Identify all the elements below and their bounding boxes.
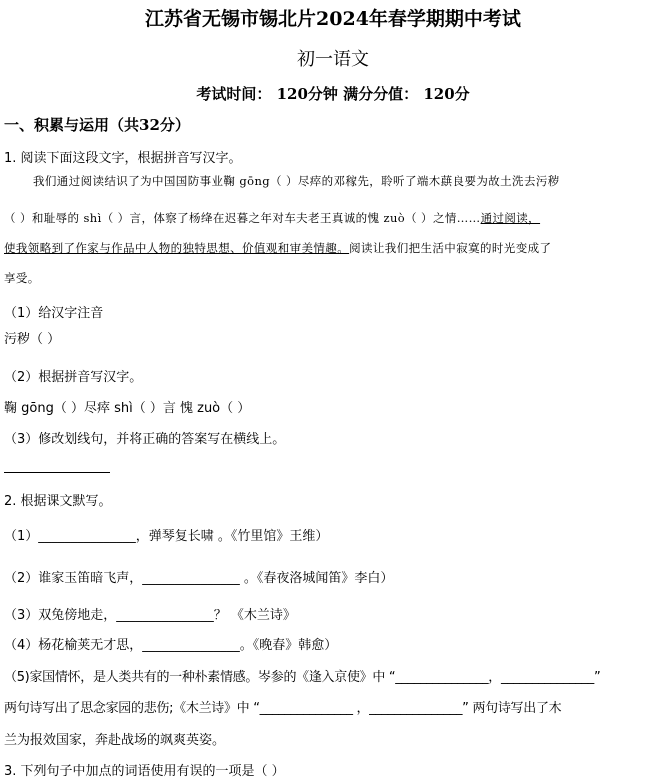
passage-line-2 [4,210,540,226]
q1-stem: 1. 阅读下面这段文字，根据拼音写汉字。 [4,151,242,166]
q1-part2-item: 鞠 gōng（ ）尽瘁 shì（ ）言 愧 zuò（ ） [4,401,251,416]
q2-line-2: （2）谁家玉笛暗飞声，_______________ 。《春夜洛城闻笛》李白） [4,571,394,586]
q2-line-3: （3）双兔傍地走，_______________？ 《木兰诗》 [4,608,296,623]
q1-part2: （2）根据拼音写汉字。 [4,370,143,385]
passage-underlined-3: 使我领略到了作家与作品中人物的独特思想、价值观和审美情趣。 [4,241,350,255]
q1-part1: （1）给汉字注音 [4,306,104,321]
passage-underlined-2: 通过阅读， [480,211,541,225]
exam-title: 江苏省无锡市锡北片2024年春学期期中考试 [145,8,521,30]
q2-line-1: （1）_______________，弹琴复长啸 。《竹里馆》王维） [4,529,329,544]
q2-line-5: （5)家国情怀，是人类共有的一种朴素情感。岑参的《逢入京使》中 “_______________，_______________” [4,670,601,685]
q2-line-7: 兰为报效国家，奔赴战场的飒爽英姿。 [4,733,226,748]
answer-line[interactable] [4,472,110,473]
exam-subtitle: 初一语文 [297,49,369,70]
q1-part3: （3）修改划线句，并将正确的答案写在横线上。 [4,432,286,447]
passage-line-3 [4,240,551,256]
q2-line-4: （4）杨花榆荚无才思，_______________。《晚春》韩愈） [4,638,338,653]
passage-line-3b: 阅读让我们把生活中寂寞的时光变成了 [349,241,552,255]
passage-line-1: 我们通过阅读结识了为中国国防事业鞠 gōng（ ）尽瘁的邓稼先，聆听了端木蕻良要为故土洗去污秽 [33,174,560,188]
section-title: 一、积累与运用（共32分） [4,116,190,134]
q1-part1-item: 污秽（ ） [4,332,61,347]
passage-line-4: 享受。 [4,271,40,285]
exam-meta: 考试时间： 120分钟 满分分值： 120分 [196,85,470,103]
passage-line-2a: （ ）和耻辱的 shì（ ）言，体察了杨绛在迟暮之年对车夫老王真诚的愧 zuò（ ）之情…… [4,211,481,225]
q2-line-6: 两句诗写出了思念家园的悲伤;《木兰诗》中 “_______________ ，_______________” 两句诗写出了木 [4,701,562,716]
q2-stem: 2. 根据课文默写。 [4,494,112,509]
q3-stem: 3. 下列句子中加点的词语使用有误的一项是（ ） [4,764,285,779]
